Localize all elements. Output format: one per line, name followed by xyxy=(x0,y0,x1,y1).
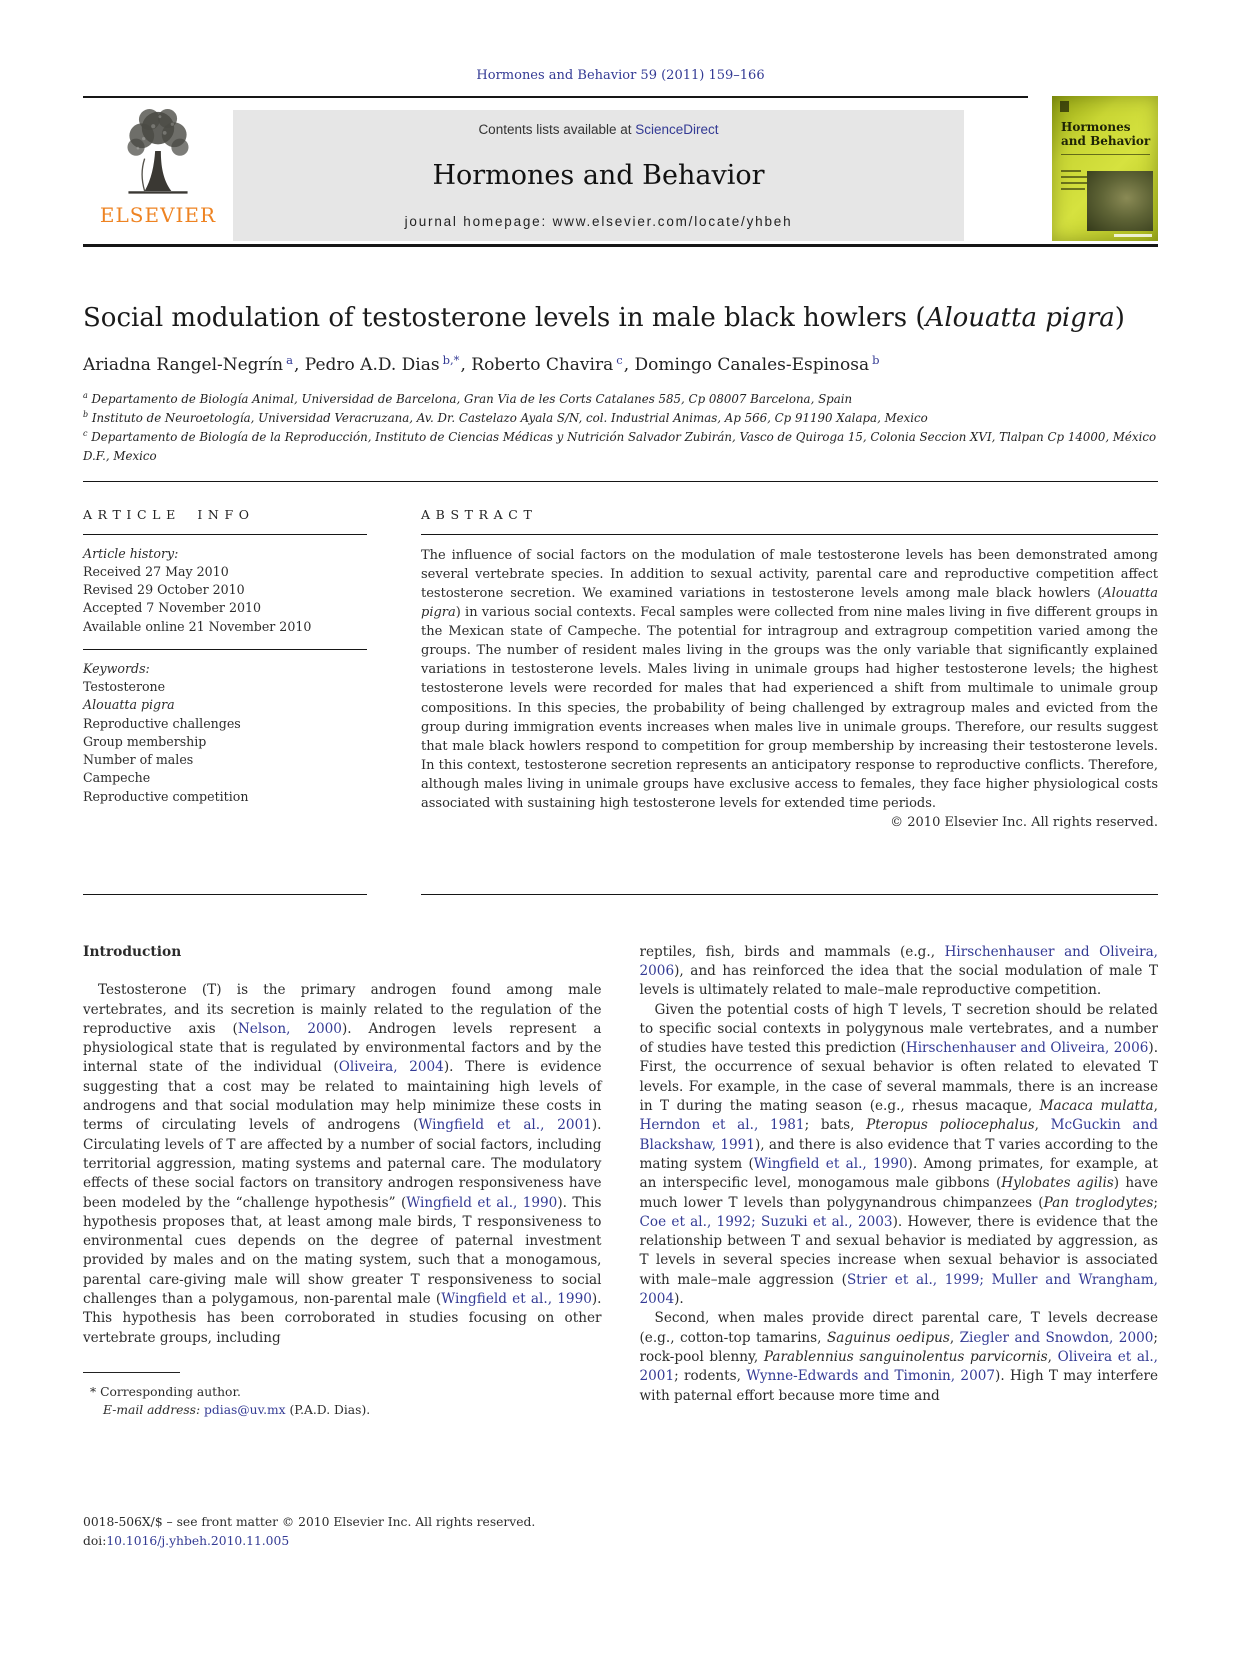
doi-line xyxy=(83,1532,535,1551)
citation-link[interactable]: Wingfield et al., 1990 xyxy=(441,1291,592,1308)
intro-paragraph: Testosterone (T) is the primary androgen found among male vertebrates, and its secretion is mainly related to the regulation of the reproductive axis (Nelson, 2000). Androgen levels represent a physiological state that is regulated by environmental factors and by the internal state of the individual (Oliveira, 2004). There is evidence suggesting that a cost may be related to maintaining high levels of androgens and that social modulation may help minimize these costs in terms of circulating levels of androgens (Wingfield et al., 2001). Circulating levels of T are affected by a number of social factors, including territorial aggression, mating systems and paternal care. The modulatory effects of these social factors on transitory androgen responsiveness have been modeled by the “challenge hypothesis” (Wingfield et al., 1990). This hypothesis proposes that, at least among male birds, T responsiveness to environmental cues depends on the degree of paternal investment provided by males and on the mating system, such that a monogamous, parental care-giving male will show greater T responsiveness to social challenges than a polygamous, non-parental male (Wingfield et al., 1990). This hypothesis has been corroborated in studies focusing on other vertebrate groups, including xyxy=(83,982,602,1346)
body-paragraph: Second, when males provide direct parental care, T levels decrease (e.g., cotton-top tamarins, Saguinus oedipus, Ziegler and Snowdon, 2000; rock-pool blenny, Parablennius sanguinolentus parvicornis, Oliveira et al., 2001; rodents, Wynne-Edwards and Timonin, 2007). High T may interfere with paternal effort because more time and xyxy=(639,1310,1158,1404)
citation-link[interactable]: Ziegler and Snowdon, 2000 xyxy=(959,1329,1154,1346)
footnote-divider xyxy=(83,1372,180,1373)
affiliation-list xyxy=(83,390,1158,466)
journal-banner xyxy=(233,110,964,241)
citation-link[interactable]: Wynne-Edwards and Timonin, 2007 xyxy=(746,1368,996,1385)
affiliation-text: Instituto de Neuroetología, Universidad Veracruzana, Av. Dr. Castelazo Ayala S/N, col. Industrial Animas, Ap 566, Cp 91190 Xalapa, Mexico xyxy=(91,411,928,426)
journal-title: Hormones and Behavior xyxy=(432,160,765,191)
email-suffix: (P.A.D. Dias). xyxy=(289,1403,371,1418)
elsevier-tree-icon xyxy=(117,103,199,199)
line: Received 27 May 2010 xyxy=(83,563,229,579)
citation-link[interactable]: Wingfield et al., 1990 xyxy=(406,1194,558,1211)
citation-link[interactable]: Oliveira et al., 2001 xyxy=(639,1348,1158,1385)
line: Campeche xyxy=(83,770,151,786)
masthead xyxy=(83,96,1158,247)
article-body xyxy=(83,943,1158,1420)
line: Group membership xyxy=(83,733,207,749)
author-affiliation-link[interactable]: b xyxy=(872,352,880,367)
cover-title-line1: Hormones xyxy=(1061,120,1131,134)
author-affiliation-link[interactable]: b,* xyxy=(442,352,460,367)
author-name: Domingo Canales-Espinosa xyxy=(634,355,870,376)
affiliation xyxy=(83,409,1158,428)
cover-title xyxy=(1061,121,1150,149)
citation-link[interactable]: Wingfield et al., 2001 xyxy=(418,1117,592,1134)
abstract-text: The influence of social factors on the modulation of male testosterone levels has been demonstrated among several vertebrate species. In addition to sexual activity, parental care and reproductive competition affect testosterone secretion. We examined variations in testosterone levels among male black howlers (Alouatta pigra) in various social contexts. Fecal samples were collected from nine males living in five different groups in the Mexican state of Campeche. The potential for intragroup and extragroup competition varied among the groups. The number of resident males living in the groups was the only variable that significantly explained variations in testosterone levels. Males living in unimale groups had higher testosterone levels; the highest testosterone levels were recorded for males that had experienced a shift from multimale to unimale group compositions. In this species, the probability of being challenged by extragroup males and evicted from the group during immigration events increases when males live in unimale groups. Therefore, our results suggest that male black howlers respond to competition for group membership by increasing their testosterone levels. In this context, testosterone secretion represents an anticipatory response to reproductive conflicts. Therefore, although males living in unimale groups have exclusive access to females, they face higher physiological costs associated with sustaining high testosterone levels for extended time periods. xyxy=(421,547,1158,812)
cover-divider xyxy=(1061,154,1150,155)
email-label: E-mail address: xyxy=(103,1403,201,1418)
line: Accepted 7 November 2010 xyxy=(83,600,262,616)
doi-label: doi: xyxy=(83,1533,107,1548)
body-paragraph: reptiles, fish, birds and mammals (e.g., Hirschenhauser and Oliveira, 2006), and has reinforced the idea that the social modulation of male T levels is ultimately related to male–male reproductive competition. xyxy=(639,943,1158,999)
page-footer xyxy=(83,1513,535,1551)
author-separator: , xyxy=(293,355,305,376)
author-separator: , xyxy=(623,355,635,376)
line: Revised 29 October 2010 xyxy=(83,582,245,598)
author-name: Pedro A.D. Dias xyxy=(304,355,440,376)
copyright-line: © 2010 Elsevier Inc. All rights reserved. xyxy=(890,815,1158,831)
affiliation-text: Departamento de Biología de la Reproducción, Instituto de Ciencias Médicas y Nutrición Salvador Zubirán, Vasco de Quiroga 15, Colonia Seccion XVI, Tlalpan Cp 14000, México D.F., Mexico xyxy=(83,429,1157,463)
article-info-heading: ARTICLE INFO xyxy=(83,503,367,535)
body-column-left xyxy=(83,943,602,1420)
contents-line xyxy=(241,122,956,137)
line: Reproductive challenges xyxy=(83,715,241,731)
author-list xyxy=(83,352,1158,376)
email-note xyxy=(83,1401,602,1419)
author xyxy=(634,352,881,376)
journal-cover-thumbnail[interactable] xyxy=(1052,96,1158,241)
author xyxy=(304,352,472,376)
affiliation xyxy=(83,390,1158,409)
affiliation-sup: c xyxy=(83,429,88,439)
journal-reference: Hormones and Behavior 59 (2011) 159–166 xyxy=(476,68,765,83)
contents-prefix: Contents lists available at xyxy=(478,122,636,137)
author-name: Roberto Chavira xyxy=(471,355,614,376)
sciencedirect-link[interactable]: ScienceDirect xyxy=(635,122,719,137)
citation-link[interactable]: Coe et al., 1992; Suzuki et al., 2003 xyxy=(639,1213,893,1230)
citation-link[interactable]: Oliveira, 2004 xyxy=(338,1059,444,1076)
issn-line: 0018-506X/$ – see front matter © 2010 Elsevier Inc. All rights reserved. xyxy=(83,1514,536,1529)
citation-link[interactable]: Wingfield et al., 1990 xyxy=(753,1155,908,1172)
line: Testosterone xyxy=(83,679,166,695)
introduction-heading: Introduction xyxy=(83,943,182,960)
keywords-list xyxy=(83,678,367,806)
line: Number of males xyxy=(83,752,194,768)
author-name: Ariadna Rangel-Negrín xyxy=(83,355,284,376)
citation-link[interactable]: Herndon et al., 1981 xyxy=(639,1117,805,1134)
doi-link[interactable]: 10.1016/j.yhbeh.2010.11.005 xyxy=(106,1533,290,1548)
footnote-star: * xyxy=(90,1384,97,1399)
keywords-label: Keywords: xyxy=(83,660,150,676)
body-paragraph: Given the potential costs of high T levels, T secretion should be related to specific social contexts in polygynous male vertebrates, and a number of studies have tested this prediction (Hirschenhauser and Oliveira, 2006). First, the occurrence of sexual behavior is often related to elevated T levels. For example, in the case of several mammals, there is an increase in T during the mating season (e.g., rhesus macaque, Macaca mulatta, Herndon et al., 1981; bats, Pteropus poliocephalus, McGuckin and Blackshaw, 1991), and there is also evidence that T varies according to the mating system (Wingfield et al., 1990). Among primates, for example, at an interspecific level, monogamous male gibbons (Hylobates agilis) have much lower T levels than polygynandrous chimpanzees (Pan troglodytes; Coe et al., 1992; Suzuki et al., 2003). However, there is evidence that the relationship between T and sexual behavior is mediated by aggression, as T levels in several species increase when sexual behavior is associated with male–male aggression (Strier et al., 1999; Muller and Wrangham, 2004). xyxy=(639,1001,1159,1308)
journal-homepage-link[interactable]: journal homepage: www.elsevier.com/locate/yhbeh xyxy=(404,214,793,229)
cover-animal-photo xyxy=(1087,171,1153,231)
corresponding-author-text: Corresponding author. xyxy=(100,1384,241,1399)
citation-link[interactable]: Nelson, 2000 xyxy=(237,1020,342,1037)
citation-link[interactable]: McGuckin and Blackshaw, 1991 xyxy=(639,1117,1158,1153)
elsevier-logo xyxy=(83,98,233,246)
keywords-block xyxy=(83,650,367,819)
article-history-label: Article history: xyxy=(83,545,179,561)
citation-link[interactable]: Hirschenhauser and Oliveira, 2006 xyxy=(905,1040,1149,1057)
article-history xyxy=(83,535,367,650)
affiliation-text: Departamento de Biología Animal, Universidad de Barcelona, Gran Via de les Corts Catalanes 585, Cp 08007 Barcelona, Spain xyxy=(91,392,853,407)
abstract-heading: ABSTRACT xyxy=(421,503,1158,535)
article-info-section xyxy=(83,503,367,895)
corresponding-author-note xyxy=(83,1383,602,1401)
masthead-left xyxy=(83,96,1028,246)
info-abstract-section xyxy=(83,503,1158,895)
affiliation-sup: b xyxy=(83,410,89,420)
cover-logo-mark xyxy=(1060,101,1069,112)
cover-footer-text xyxy=(1114,234,1152,237)
abstract-section xyxy=(421,503,1158,895)
affiliation xyxy=(83,428,1158,466)
line: Available online 21 November 2010 xyxy=(83,618,312,634)
article-history-dates xyxy=(83,563,367,636)
author xyxy=(471,352,635,376)
citation-link[interactable]: Strier et al., 1999; Muller and Wrangham, 2004 xyxy=(639,1271,1158,1308)
cover-title-line2: and Behavior xyxy=(1061,133,1151,148)
article-title: Social modulation of testosterone levels in male black howlers (Alouatta pigra) xyxy=(83,303,1125,333)
body-column-right xyxy=(640,943,1159,1420)
footnote xyxy=(83,1372,602,1420)
citation-link[interactable]: Hirschenhauser and Oliveira, 2006 xyxy=(639,943,1158,979)
affiliation-sup: a xyxy=(83,391,88,401)
elsevier-wordmark: ELSEVIER xyxy=(99,203,217,227)
line: Alouatta pigra xyxy=(83,697,175,713)
author-separator: , xyxy=(460,355,472,376)
header-divider xyxy=(83,481,1158,482)
author xyxy=(83,352,305,376)
line: Reproductive competition xyxy=(83,788,249,804)
author-affiliation-link[interactable]: a xyxy=(286,352,293,367)
author-affiliation-link[interactable]: c xyxy=(616,352,623,367)
email-link[interactable]: pdias@uv.mx xyxy=(204,1403,286,1418)
